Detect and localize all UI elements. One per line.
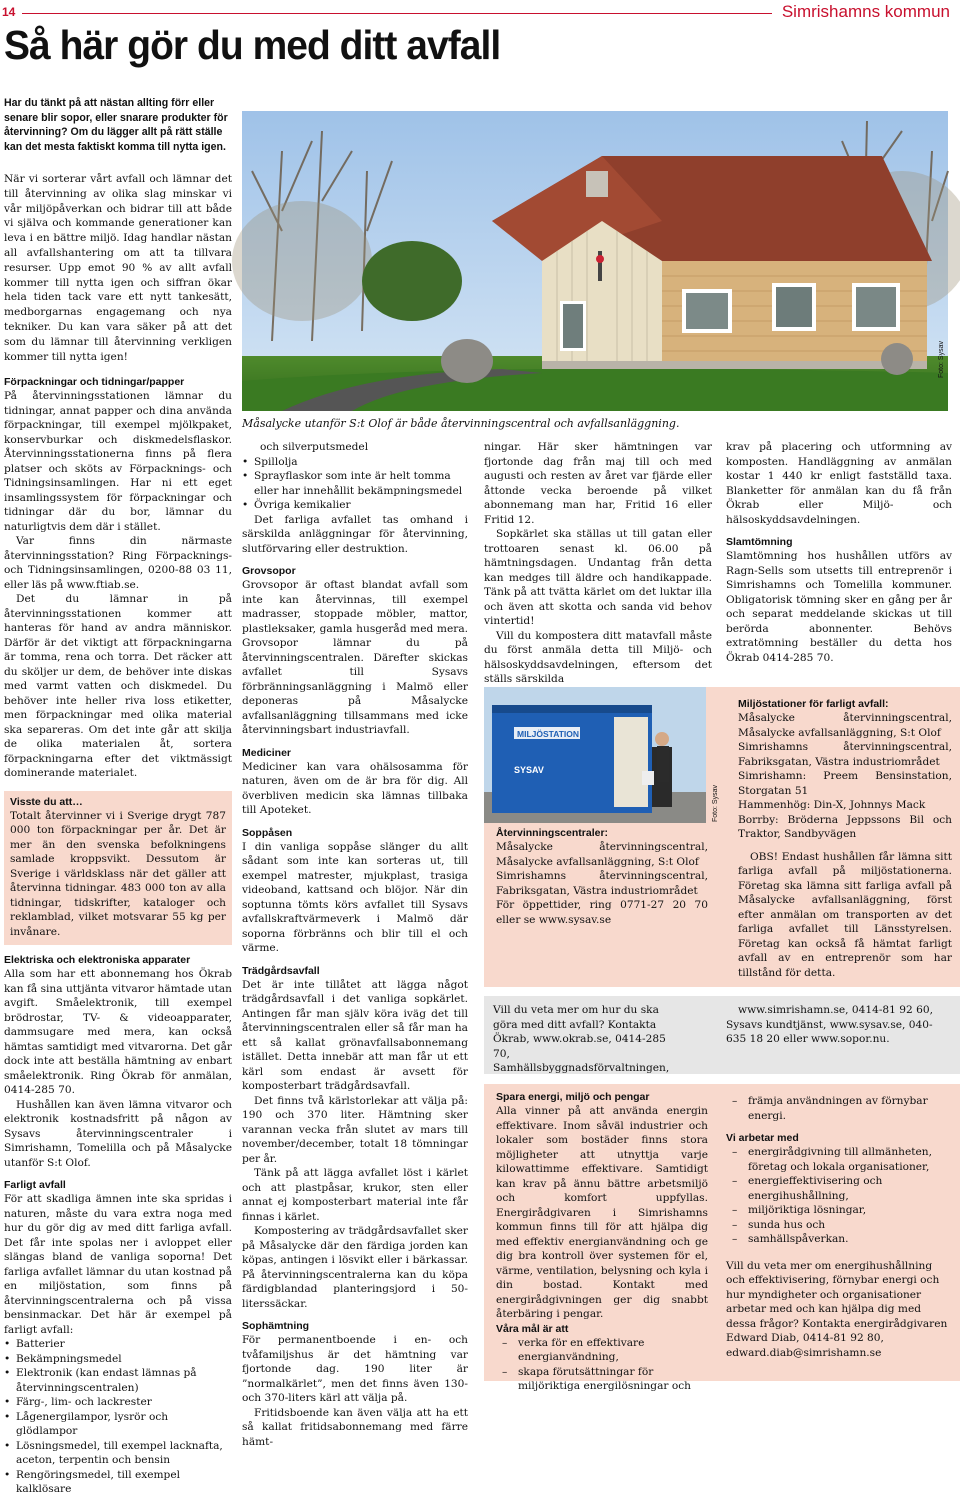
medicine-text: Mediciner kan vara ohälsosamma för naturen, även om de är bra för dig. All överbliven medicin ska lämnas tillbaka till Apoteket. [242, 760, 468, 816]
page-number: 14 [2, 5, 16, 19]
list-item: • Batterier [4, 1337, 232, 1352]
list-item: • Sprayflaskor som inte är helt tomma eller har innehållit bekämpningsmedel [242, 469, 468, 498]
environment-stations-heading: Miljöstationer för farligt avfall: [738, 698, 889, 710]
environment-stations-text: Måsalycke återvinningscentral, Måsalycke avfallsanläggning, S:t Olof Simrishamns återvinningscentral, Fabriksgatan, Västra industriområdet Simrishamn: Preem Bensinstation, Storgatan 51 Hammenhög: Din-X, Johnnys Mack Borrby: Bröderna Jeppssons Bil och Traktor, Sandbyvägen [738, 712, 952, 840]
garden-p3: Tänk på att lägga avfallet löst i kärlet och att plastpåsar, krukor, sten eller annat ej komposterbart material inte får finnas i kärlet. [242, 1167, 468, 1223]
collection-p1: För permanentboende i en- och tvåfamiljshus är det hämtning var fjortonde dag. 190 liter är ”normalkärlet”, men det finns även 130- och 370-liters kärl att välja på. [242, 1334, 468, 1404]
garden-p4: Kompostering av trädgårdsavfallet sker på Måsalycke där den färdiga jorden kan köpas, antingen i lösvikt eller i bärkassar. På återvinningscentralerna kan du köpa färdigblandad planteringsjord i 50-literssäckar. [242, 1225, 468, 1310]
packaging-p2: Var finns din närmaste återvinningsstation? Ring Förpacknings- och Tidningsinsamlingen, 0200-88 03 11, eller läs på www.ftiab.se. [4, 535, 232, 591]
hazardous-p1: För att skadliga ämnen inte ska spridas i naturen, måste du vara extra noga med hur du gör dig av med ditt farliga avfall. Det får inte spolas ner i avloppet eller slängas bland de vanliga soporna! Det farliga avfallet lämnar du utan kostnad på en miljöstation, som finns på återvinningscentralerna och på vissa bensinmackar. Det här är exempel på farligt avfall: [4, 1193, 232, 1336]
recycling-centers-heading: Återvinningscentraler: [496, 827, 609, 839]
list-continuation: och silverputsmedel [260, 441, 369, 453]
hazard-end: Det farliga avfallet tas omhand i särskilda anläggningar för återvinning, slutförvaring eller destruktion. [242, 513, 468, 555]
list-item: – samhällspåverkan. [726, 1232, 950, 1247]
page-title: Så här gör du med ditt avfall [4, 22, 501, 68]
container-sign: MILJÖSTATION [517, 729, 580, 739]
hazardous-heading: Farligt avfall [4, 1179, 66, 1191]
packaging-p3: Det du lämnar in på återvinningsstationen kommer att hanteras för hand av andra människor. Därför är det viktigt att förpackningarna är tomma, rena och torra. Det räcker att du sköljer ur dem, de behöver inte diskas med varmt vatten och diskmedel. Du behöver inte heller riva loss etiketter, men förpackningar med olika material ska separeras. Om det inte går att skilja de olika materialen åt, sortera förpackningarna efter det viktmässigt dominerande materialet. [4, 593, 232, 779]
packaging-heading: Förpackningar och tidningar/papper [4, 376, 185, 388]
list-item: • Färg-, lim- och lackrester [4, 1395, 232, 1410]
work-heading: Vi arbetar med [726, 1132, 799, 1144]
municipality-name: Simrishamns kommun [781, 2, 950, 21]
container-photo-credit: Foto: Sysav [712, 785, 719, 822]
goals-list-cont [726, 1094, 950, 1123]
list-item: • Spillolja [242, 455, 468, 470]
contact-left: Vill du veta mer om hur du ska göra med ditt avfall? Kontakta Ökrab, www.okrab.se, 0414-285 70, Samhällsbyggnadsförvaltningen, [493, 1004, 670, 1074]
list-item: – främja användningen av förnybar energi. [726, 1094, 950, 1123]
bulky-text: Grovsopor är oftast blandat avfall som inte kan återvinnas, till exempel madrasser, stoppade möbler, mattor, plastleksaker, gamla husgeråd med mera. Grovsopor lämnar du på återvinningscentralen. Därefter skickas avfallet till Sysavs förbränningsanläggning i Malmö eller deponeras på Måsalycke avfallsanläggning tillsammans med icke återvinningsbart industriavfall. [242, 579, 468, 736]
medicine-heading: Mediciner [242, 746, 292, 759]
house-photo [242, 111, 948, 411]
energy-text: Alla vinner på att använda energin effektivare. Inom såväl industrier och lokaler som bostäder finns stora möjligheter att utnyttja varje kilowattimme effektivare. Samtidigt kan krav på ännu bättre arbetsmiljö och komfort uppfyllas. Energirådgivaren i Simrishamns kommun finns till för att hjälpa dig med effektiv energianvändning och ge dig bra kontroll över systemen för el, värme, ventilation, belysning och kyla i din bostad. Kontakt med energirådgivningen ger dig snabbt återbäring i pengar. [496, 1105, 708, 1320]
main-photo-credit: Foto: Sysav [938, 341, 945, 378]
did-you-know-heading: Visste du att… [10, 795, 83, 808]
collection-heading: Sophämtning [242, 1320, 310, 1332]
intro-text: När vi sorterar vårt avfall och lämnar det till återvinning av olika slag minskar vi vår miljöpåverkan och bidrar till att både vi själva och kommande generationer kan leva i en bättre miljö. Idag handlar nästan all avfallshantering om att ta tillvara resurser. Upp emot 90 % av allt avfall kommer till nytta igen och siffran ökar hela tiden tack vare ett nytt tankesätt, medborgarnas engagemang och nya tekniker. Du kan vara säker på att det som du lämnar till återvinning verkligen kommer till nytta igen! [4, 173, 232, 363]
work-list [726, 1145, 950, 1247]
container-photo [484, 687, 706, 823]
list-item: – energirådgivning till allmänheten, företag och lokala organisationer, [726, 1145, 950, 1174]
col3-p1: ningar. Här sker hämtningen var fjortonde dag från maj till och med augusti och resten av året var fjärde eller åttonde vecka beroende på vilket abonnemang man har, Fritid 16 eller Fritid 12. [484, 441, 712, 526]
list-item: • Lågenergilampor, lysrör och glödlampor [4, 1410, 232, 1439]
hazardous-list [4, 1337, 232, 1497]
did-you-know-text: Totalt återvinner vi i Sverige drygt 787 000 ton förpackningar per år. Det är mer än den svenska befolkningens samlade kroppsvikt. Dessutom är Sverige i världsklass när det gäller att återvinna tidningar. 483 000 ton av alla tidningar, tidskrifter, kataloger och reklamblad, vilket motsvarar 55 kg per invånare. [10, 809, 226, 938]
bag-text: I din vanliga soppåse slänger du allt sådant som inte kan sorteras ut, till exempel matrester, mjukplast, trasiga videoband, kattsand och blöjor. När din soptunna tömts körs avfallet till Sysavs avfallskraftvärmeverk i Malmö där soporna förbränns och blir till el och värme. [242, 840, 468, 954]
header-rule [22, 13, 772, 14]
septic-text: Slamtömning hos hushållen utförs av Ragn-Sells som utsetts till entreprenör i Simrishamns och Tomelilla kommuner. Obligatorisk tömning sker en gång per år och separat meddelande skickas ut till berörda abonnenter. Behövs extratömning beställer du detta hos Ökrab 0414-285 70. [726, 550, 952, 664]
list-item: – energieffektivisering och energihushållning, [726, 1174, 950, 1203]
list-item: – sunda hus och [726, 1218, 950, 1233]
environment-stations-note: OBS! Endast hushållen får lämna sitt farliga avfall på miljöstationerna. Företag ska lämna sitt farliga avfall på Måsalycke avfallsanläggning, först efter anmälan om transporten av det farliga avfallet till Länsstyrelsen. Företag kan också få hämtat farligt avfall av en entreprenör som har tillstånd för detta. [738, 850, 952, 979]
list-item: • Övriga kemikalier [242, 498, 468, 513]
col3-p3: Vill du kompostera ditt matavfall måste du först anmäla detta till Miljö- och hälsoskyddsavdelningen, eftersom det ställs särskilda [484, 629, 712, 685]
main-photo [242, 111, 948, 411]
goals-heading: Våra mål är att [496, 1322, 569, 1335]
septic-heading: Slamtömning [726, 536, 793, 548]
bag-heading: Soppåsen [242, 826, 293, 839]
lead-text: Har du tänkt på att nästan allting förr eller senare blir sopor, eller snarare produkter för återvinning? Om du lägger allt på rätt ställe kan det mesta faktiskt komma till nytta igen. [4, 97, 228, 153]
list-item: • Elektronik (kan endast lämnas på återvinningscentralen) [4, 1366, 232, 1395]
list-item: • Bekämpningsmedel [4, 1352, 232, 1367]
electronics-p1: Alla som har ett abonnemang hos Ökrab kan få sina uttjänta vitvaror hämtade utan avgift. Småelektronik, till exempel brödrostar, TV- & videoapparater, dammsugare med mera, kan också hämtas samtidigt med vitvarorna. Det går dock inte att beställa hämtning av enbart småelektronik. Ring Ökrab för anmälan, 0414-285 70. [4, 968, 232, 1096]
energy-closing: Vill du veta mer om energihushållning och effektivisering, förnybar energi och hur myndigheter och organisationer arbetar med och kan hjälpa dig med dessa frågor? Kontakta energirådgivaren Edward Diab, 0414-81 92 80, edward.diab@simrishamn.se [726, 1259, 948, 1359]
energy-heading: Spara energi, miljö och pengar [496, 1091, 650, 1103]
main-photo-caption: Måsalycke utanför S:t Olof är både återvinningscentral och avfallsanläggning. [242, 417, 680, 430]
list-item: – verka för en effektivare energianvändning, [496, 1336, 708, 1365]
did-you-know-box [4, 791, 232, 946]
recycling-centers-text: Måsalycke återvinningscentral, Måsalycke avfallsanläggning, S:t Olof Simrishamns återvinningscentral, Fabriksgatan, Västra industriområdet För öppettider, ring 0771-27 20 70 eller se www.sysav.se [496, 841, 708, 926]
container-brand: SYSAV [514, 765, 544, 775]
collection-p2: Fritidsboende kan även välja att ha ett så kallat fritidsabonnemang med färre hämt- [242, 1406, 468, 1448]
list-item: • Rengöringsmedel, till exempel kalklösare [4, 1468, 232, 1497]
garden-heading: Trädgårdsavfall [242, 964, 320, 977]
contact-right: www.simrishamn.se, 0414-81 92 60, Sysavs kundtjänst, www.sysav.se, 040-635 18 20 eller www.sopor.nu. [726, 1004, 933, 1045]
list-item: • Lösningsmedel, till exempel lacknafta, aceton, terpentin och bensin [4, 1439, 232, 1468]
garden-p1: Det är inte tillåtet att lägga något trädgårdsavfall i det vanliga sopkärlet. Antingen får man själv köra iväg det till återvinningscentralen eller så får man ha ett så kallat grönavfallsabonnemang istället. Detta innebär att man får ut ett kärl som endast är avsett för komposterbart trädgårdsavfall. [242, 978, 468, 1092]
col3-p2: Sopkärlet ska ställas ut till gatan eller trottoaren senast kl. 06.00 på hämtningsdagen. Undantag från detta kan medges till äldre och handikappade. Tänk på att tvätta kärlet om det luktar illa och även att skotta och sanda vid behov vintertid! [484, 528, 712, 627]
bulky-heading: Grovsopor [242, 565, 296, 577]
electronics-p2: Hushållen kan även lämna vitvaror och elektronik kostnadsfritt på någon av Sysavs återvinningscentraler i Simrishamn, Tomelilla och på Måsalycke utanför S:t Olof. [4, 1098, 232, 1169]
list-item: – miljöriktiga lösningar, [726, 1203, 950, 1218]
garden-p2: Det finns två kärlstorlekar att välja på: 190 och 370 liter. Hämtning sker varannan vecka från slutet av mars till november/december, totalt 18 tömningar per år. [242, 1094, 468, 1165]
hazardous-list-cont [242, 455, 468, 513]
col4-p1: krav på placering och utformning av komposten. Handläggning av anmälan kostar 1 440 kr enligt fastställd taxa. Blanketter för anmälan kan du få från Ökrab eller Miljö- och hälsoskyddsavdelningen. [726, 441, 952, 526]
miljostation-photo [484, 687, 706, 823]
electronics-heading: Elektriska och elektroniska apparater [4, 954, 191, 966]
list-item: – skapa förutsättningar för miljöriktiga energilösningar och [496, 1365, 708, 1394]
goals-list [496, 1336, 708, 1394]
packaging-p1: På återvinningsstationen lämnar du tidningar, annat papper och dina använda förpackningar, till exempel mjölkpaket, konservburkar och diskmedelsflaskor. Återvinningsstationerna finns på flera platser och sköts av Förpacknings- och Tidningsinsamlingen. Har ni ett eget insamlingssystem för förpackningar och tidningar där du bor, lämnar du naturligtvis dem där i stället. [4, 390, 232, 533]
